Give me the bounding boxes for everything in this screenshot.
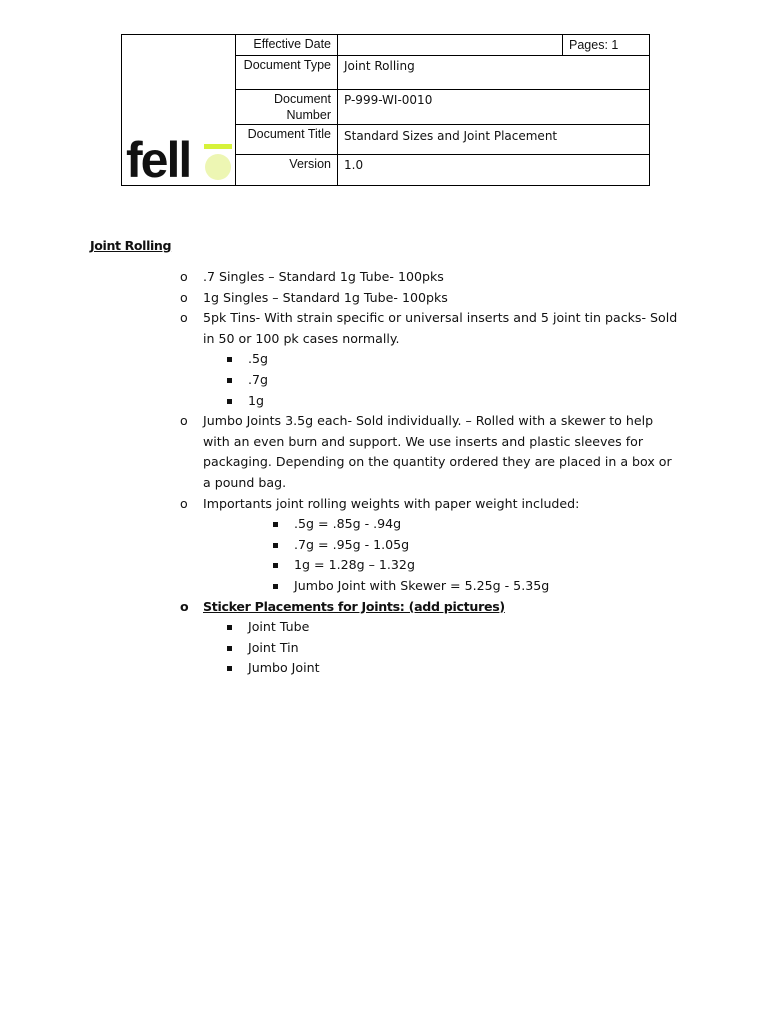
sub-list-item (248, 391, 678, 412)
list-item-text: Jumbo Joints 3.5g each- Sold individually. – Rolled with a skewer to help with an even burn and support. We use inserts and plastic sleeves for packaging. Depending on the quantity ordered they are placed in a box or a pound bag. (203, 413, 672, 490)
sub-list-item-text: Jumbo Joint (248, 660, 320, 676)
list-item-text: Importants joint rolling weights with paper weight included: (203, 495, 580, 511)
sub-list-item (248, 349, 678, 370)
document-type-label: Document Type (236, 56, 338, 90)
tin-size-list (203, 349, 678, 411)
list-item (180, 267, 678, 288)
square-bullet-icon (273, 563, 278, 568)
square-bullet-icon (227, 646, 232, 651)
square-bullet-icon (227, 666, 232, 671)
sticker-placement-heading: Sticker Placements for Joints: (add pictures) (203, 598, 505, 614)
sub-list-item (248, 617, 678, 638)
document-number-label: Document Number (236, 90, 338, 125)
main-list (180, 267, 678, 679)
list-item-text: 1g Singles – Standard 1g Tube- 100pks (203, 289, 448, 305)
sub-list-item (294, 514, 678, 535)
sub-list-item-text: Joint Tube (248, 619, 310, 635)
version-label: Version (236, 155, 338, 186)
sub-list-item (248, 638, 678, 659)
logo-accent-circle (205, 154, 231, 180)
circle-bullet-icon: o (180, 269, 188, 284)
square-bullet-icon (227, 357, 232, 362)
sub-list-item (294, 535, 678, 556)
document-number-value: P-999-WI-0010 (338, 90, 650, 125)
sub-list-item-text: .5g = .85g - .94g (294, 516, 402, 532)
list-item (180, 308, 678, 411)
square-bullet-icon (227, 399, 232, 404)
sub-list-item (294, 576, 678, 597)
document-header-table (121, 34, 650, 186)
logo-accent-bar (204, 144, 232, 149)
document-type-value: Joint Rolling (338, 56, 650, 90)
version-value: 1.0 (338, 155, 650, 186)
sub-list-item-text: Joint Tin (248, 639, 299, 655)
circle-bullet-icon: o (180, 289, 188, 305)
document-title-label: Document Title (236, 125, 338, 155)
sub-list-item-text: 1g (248, 392, 265, 408)
list-item-text: 5pk Tins- With strain specific or universal inserts and 5 joint tin packs- Sold in 50 or 100 pk cases normally. (203, 310, 678, 346)
logo-wordmark: fell (126, 132, 191, 188)
list-item (180, 288, 678, 309)
circle-bullet-icon: o (180, 495, 188, 511)
circle-bullet-icon: o (180, 598, 189, 614)
effective-date-value (338, 35, 563, 56)
circle-bullet-icon: o (180, 310, 188, 326)
sticker-list (203, 617, 678, 679)
list-item (180, 494, 678, 597)
square-bullet-icon (227, 378, 232, 383)
square-bullet-icon (273, 543, 278, 548)
sub-list-item-text: .5g (248, 351, 269, 367)
pages-count: Pages: 1 (563, 35, 650, 56)
list-item (180, 411, 678, 493)
effective-date-label: Effective Date (236, 35, 338, 56)
sub-list-item-text: .7g (248, 371, 269, 387)
square-bullet-icon (227, 625, 232, 630)
circle-bullet-icon: o (180, 413, 188, 429)
sub-list-item-text: .7g = .95g - 1.05g (294, 536, 410, 552)
sub-list-item (248, 370, 678, 391)
logo-cell (122, 35, 236, 186)
section-heading: Joint Rolling (90, 238, 172, 253)
sub-list-item-text: Jumbo Joint with Skewer = 5.25g - 5.35g (294, 577, 550, 593)
weight-list (203, 514, 678, 596)
sub-list-item (248, 658, 678, 679)
fell-logo (122, 37, 235, 188)
list-item (180, 597, 678, 679)
list-item-text: .7 Singles – Standard 1g Tube- 100pks (203, 269, 444, 284)
sub-list-item-text: 1g = 1.28g – 1.32g (294, 557, 415, 573)
square-bullet-icon (273, 522, 278, 527)
document-title-value: Standard Sizes and Joint Placement (338, 125, 650, 155)
square-bullet-icon (273, 584, 278, 589)
sub-list-item (294, 555, 678, 576)
